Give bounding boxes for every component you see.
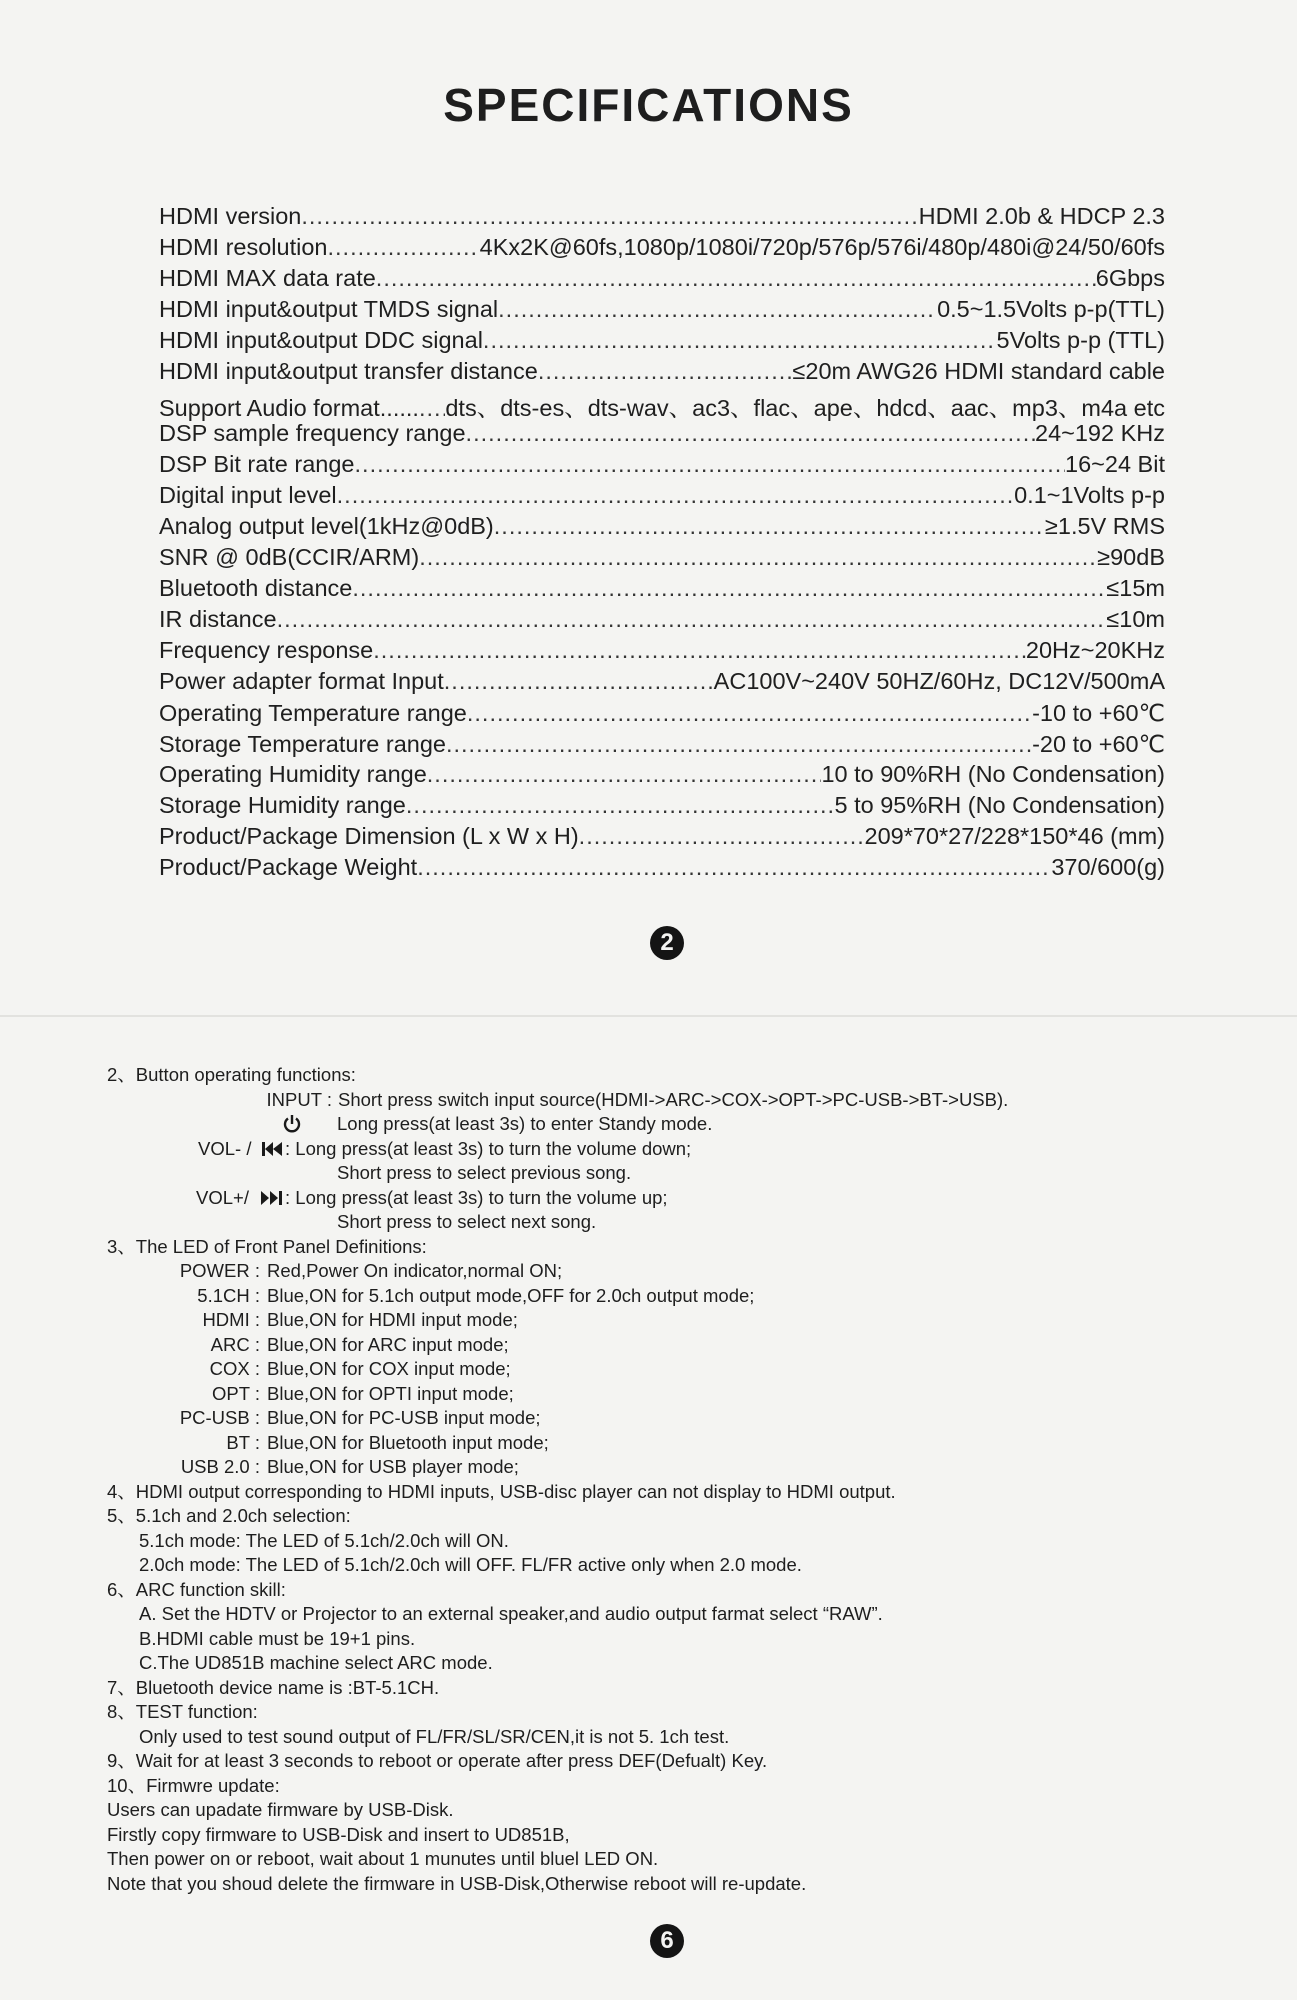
spec-value: 209*70*27/228*150*46 (mm)	[864, 823, 1165, 849]
spec-value: -20 to +60℃	[1032, 731, 1165, 757]
note-line: Note that you shoud delete the firmware in USB-Disk,Otherwise reboot will re-update.	[107, 1872, 807, 1894]
dot-leader	[417, 854, 1051, 881]
spec-value: ≥90dB	[1097, 544, 1165, 570]
power-key-desc: Long press(at least 3s) to enter Standy mode.	[337, 1113, 713, 1134]
led-desc: Blue,ON for 5.1ch output mode,OFF for 2.0ch output mode;	[267, 1284, 755, 1306]
led-name: POWER :	[179, 1260, 260, 1281]
input-button-row	[107, 1088, 1257, 1113]
spec-label: Frequency response	[159, 637, 374, 663]
led-name: 5.1CH :	[197, 1284, 260, 1306]
dot-leader	[446, 731, 1032, 758]
spec-row	[159, 575, 1165, 606]
spec-row	[159, 389, 1165, 420]
dot-leader	[467, 700, 1032, 727]
spec-label: Support Audio format......	[159, 395, 419, 421]
led-row	[107, 1357, 1257, 1382]
spec-value: ≤20m AWG26 HDMI standard cable	[792, 358, 1165, 384]
led-desc: Blue,ON for Bluetooth input mode;	[267, 1431, 549, 1453]
operations-section	[107, 1063, 1257, 1896]
led-desc: Red,Power On indicator,normal ON;	[267, 1260, 563, 1281]
led-desc: Blue,ON for COX input mode;	[267, 1358, 511, 1379]
spec-label: HDMI input&output TMDS signal	[159, 296, 499, 322]
dot-leader	[494, 513, 1045, 540]
operation-notes	[107, 1480, 1257, 1897]
led-row	[107, 1308, 1257, 1333]
spec-row	[159, 823, 1165, 854]
spec-value: 5Volts p-p (TTL)	[996, 327, 1165, 353]
spec-value: 6Gbps	[1095, 265, 1165, 291]
spec-value: 0.5~1.5Volts p-p(TTL)	[937, 296, 1165, 322]
note-line: Only used to test sound output of FL/FR/SL/SR/CEN,it is not 5. 1ch test.	[139, 1725, 730, 1747]
note-line: 9、Wait for at least 3 seconds to reboot or operate after press DEF(Defualt) Key.	[107, 1750, 768, 1771]
spec-label: Bluetooth distance	[159, 575, 353, 601]
spec-row	[159, 296, 1165, 327]
spec-label: Storage Humidity range	[159, 792, 406, 818]
note-line: 5.1ch mode: The LED of 5.1ch/2.0ch will ON.	[139, 1529, 509, 1551]
dot-leader	[301, 203, 918, 230]
led-name: HDMI :	[202, 1309, 260, 1330]
led-desc: Blue,ON for USB player mode;	[267, 1456, 519, 1477]
led-row	[107, 1333, 1257, 1358]
page-title: SPECIFICATIONS	[443, 79, 854, 131]
spec-value: ≤10m	[1106, 606, 1165, 632]
led-row	[107, 1284, 1257, 1309]
dot-leader	[406, 792, 835, 819]
dot-leader	[419, 544, 1097, 571]
vol-up-row	[107, 1186, 1257, 1211]
dot-leader	[327, 234, 479, 261]
led-name: BT :	[226, 1431, 260, 1453]
spec-label: HDMI input&output DDC signal	[159, 327, 483, 353]
vol-up-desc: : Long press(at least 3s) to turn the volume up;	[285, 1186, 668, 1208]
spec-value: 20Hz~20KHz	[1025, 637, 1165, 663]
dot-leader	[419, 395, 445, 422]
spec-row	[159, 637, 1165, 668]
spec-label: Digital input level	[159, 482, 337, 508]
spec-label: Operating Humidity range	[159, 761, 427, 787]
spec-row	[159, 358, 1165, 389]
power-button-row	[107, 1112, 1257, 1137]
spec-row	[159, 792, 1165, 823]
spec-row	[159, 451, 1165, 482]
led-desc: Blue,ON for PC-USB input mode;	[267, 1407, 541, 1428]
led-definitions	[107, 1259, 1257, 1480]
spec-value: 370/600(g)	[1051, 854, 1165, 880]
spec-row	[159, 513, 1165, 544]
note-line: 7、Bluetooth device name is :BT-5.1CH.	[107, 1676, 440, 1698]
dot-leader	[427, 761, 822, 788]
spec-row	[159, 482, 1165, 513]
note-line: Users can upadate firmware by USB-Disk.	[107, 1799, 454, 1820]
input-key-desc: Short press switch input source(HDMI->ARC->COX->OPT->PC-USB->BT->USB).	[338, 1088, 1009, 1110]
dot-leader	[373, 637, 1026, 664]
spec-value: 5 to 95%RH (No Condensation)	[834, 792, 1165, 818]
vol-down-desc: : Long press(at least 3s) to turn the volume down;	[285, 1137, 692, 1159]
spec-row	[159, 854, 1165, 885]
spec-row	[159, 730, 1165, 761]
led-row	[107, 1406, 1257, 1431]
led-row	[107, 1431, 1257, 1456]
spec-label: Analog output level(1kHz@0dB)	[159, 513, 494, 539]
spec-label: Product/Package Dimension (L x W x H)	[159, 823, 579, 849]
dot-leader	[277, 606, 1107, 633]
spec-value: 0.1~1Volts p-p	[1014, 482, 1165, 508]
spec-row	[159, 203, 1165, 234]
spec-label: Storage Temperature range	[159, 731, 446, 757]
dot-leader	[498, 296, 937, 323]
spec-list	[159, 203, 1165, 885]
note-line: Then power on or reboot, wait about 1 munutes until bluel LED ON.	[107, 1848, 659, 1869]
dot-leader	[579, 823, 865, 850]
spec-row	[159, 544, 1165, 575]
dot-leader	[376, 265, 1096, 292]
page-number-bottom: 6	[650, 1924, 684, 1958]
led-name: OPT :	[212, 1382, 260, 1404]
led-desc: Blue,ON for HDMI input mode;	[267, 1309, 518, 1330]
spec-label: Operating Temperature range	[159, 700, 467, 726]
spec-value: ≤15m	[1106, 575, 1165, 601]
spec-row	[159, 699, 1165, 730]
vol-up-key-label: VOL+/	[196, 1186, 249, 1208]
spec-label: Product/Package Weight	[159, 854, 418, 880]
spec-row	[159, 420, 1165, 451]
spec-row	[159, 668, 1165, 699]
spec-value: -10 to +60℃	[1032, 700, 1165, 726]
led-row	[107, 1382, 1257, 1407]
spec-row	[159, 234, 1165, 265]
note-line: A. Set the HDTV or Projector to an external speaker,and audio output farmat select “RAW”.	[139, 1603, 883, 1624]
note-line: 5、5.1ch and 2.0ch selection:	[107, 1505, 351, 1526]
dot-leader	[483, 327, 997, 354]
dot-leader	[466, 420, 1035, 447]
spec-label: DSP Bit rate range	[159, 451, 355, 477]
spec-row	[159, 265, 1165, 296]
spec-row	[159, 327, 1165, 358]
spec-value: ≥1.5V RMS	[1045, 513, 1165, 539]
spec-value: 4Kx2K@60fs,1080p/1080i/720p/576p/576i/480p/480i@24/50/60fs	[479, 234, 1165, 260]
page-fold-line	[0, 1015, 1297, 1017]
dot-leader	[337, 482, 1014, 509]
spec-value: HDMI 2.0b & HDCP 2.3	[918, 203, 1165, 229]
dot-leader	[352, 575, 1106, 602]
spec-label: IR distance	[159, 606, 277, 632]
led-name: COX :	[209, 1358, 260, 1379]
note-line: C.The UD851B machine select ARC mode.	[139, 1652, 493, 1673]
spec-value: 16~24 Bit	[1065, 451, 1165, 477]
led-name: ARC :	[210, 1333, 260, 1355]
spec-value: AC100V~240V 50HZ/60Hz, DC12V/500mA	[713, 668, 1165, 694]
vol-up-row-2	[107, 1210, 1257, 1235]
input-key-label: INPUT :	[266, 1088, 332, 1110]
spec-value: dts、dts-es、dts-wav、ac3、flac、ape、hdcd、aac、mp3、m4a etc	[445, 395, 1165, 421]
note-line: 4、HDMI output corresponding to HDMI inputs, USB-disc player can not display to HDMI output.	[107, 1480, 896, 1502]
note-line: B.HDMI cable must be 19+1 pins.	[139, 1627, 416, 1649]
spec-label: DSP sample frequency range	[159, 420, 466, 446]
led-desc: Blue,ON for ARC input mode;	[267, 1333, 509, 1355]
note-line: 10、Firmwre update:	[107, 1774, 280, 1796]
page-number-top: 2	[650, 926, 684, 960]
vol-down-desc-2: Short press to select previous song.	[337, 1162, 632, 1183]
vol-down-row	[107, 1137, 1257, 1162]
led-name: PC-USB :	[179, 1407, 260, 1428]
spec-row	[159, 761, 1165, 792]
dot-leader	[444, 668, 714, 695]
spec-value: 10 to 90%RH (No Condensation)	[821, 761, 1165, 787]
section-heading: 3、The LED of Front Panel Definitions:	[107, 1235, 427, 1257]
vol-down-key-label: VOL- /	[198, 1137, 252, 1159]
led-row	[107, 1259, 1257, 1284]
led-name: USB 2.0 :	[180, 1456, 260, 1477]
spec-label: SNR @ 0dB(CCIR/ARM)	[159, 544, 420, 570]
spec-row	[159, 606, 1165, 637]
led-desc: Blue,ON for OPTI input mode;	[267, 1382, 514, 1404]
spec-label: Power adapter format Input	[159, 668, 444, 694]
note-line: 6、ARC function skill:	[107, 1578, 286, 1600]
spec-label: HDMI MAX data rate	[159, 265, 376, 291]
note-line: 2.0ch mode: The LED of 5.1ch/2.0ch will OFF. FL/FR active only when 2.0 mode.	[139, 1554, 802, 1575]
dot-leader	[355, 451, 1066, 478]
note-line: Firstly copy firmware to USB-Disk and insert to UD851B,	[107, 1823, 570, 1845]
led-row	[107, 1455, 1257, 1480]
note-line: 8、TEST function:	[107, 1701, 258, 1722]
spec-label: HDMI resolution	[159, 234, 328, 260]
vol-up-desc-2: Short press to select next song.	[337, 1211, 597, 1232]
dot-leader	[538, 358, 793, 385]
spec-label: HDMI version	[159, 203, 302, 229]
spec-value: 24~192 KHz	[1035, 420, 1165, 446]
vol-down-row-2	[107, 1161, 1257, 1186]
section-heading: 2、Button operating functions:	[107, 1064, 356, 1085]
spec-label: HDMI input&output transfer distance	[159, 358, 538, 384]
